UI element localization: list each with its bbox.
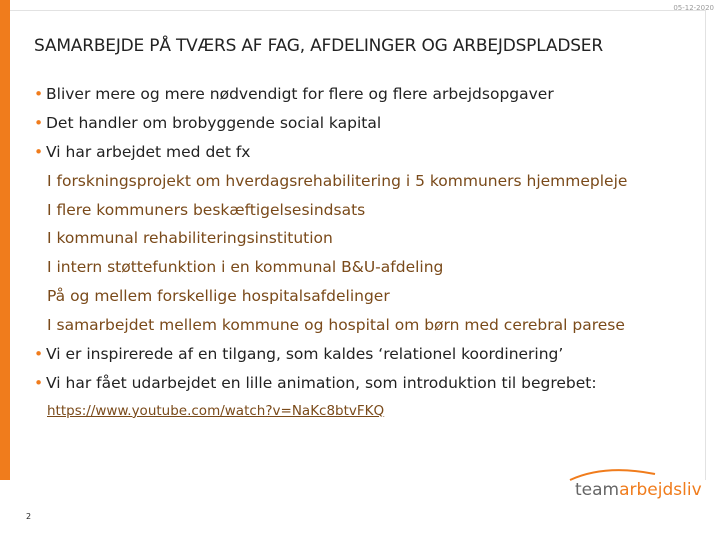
bullet-item: [34, 138, 714, 167]
bullet-item: [34, 340, 714, 369]
bullet-item: [34, 80, 714, 109]
logo-arc-icon: [560, 462, 660, 482]
bullet-text: Vi har fået udarbejdet en lille animation, som introduktion til begrebet:: [46, 373, 597, 392]
bullet-dot-icon: •: [34, 345, 44, 364]
sub-item: I flere kommuners beskæftigelsesindsats: [47, 200, 366, 219]
bullet-item: [34, 369, 714, 398]
bullet-dot-icon: •: [34, 85, 44, 103]
sub-item: I kommunal rehabiliteringsinstitution: [47, 229, 333, 248]
bullet-list: [34, 80, 714, 424]
company-logo: [575, 480, 702, 500]
bullet-dot-icon: •: [34, 373, 44, 392]
sub-item: I samarbejdet mellem kommune og hospital om børn med cerebral parese: [47, 316, 625, 335]
bullet-text: Bliver mere og mere nødvendigt for flere og flere arbejdsopgaver: [46, 85, 554, 103]
bullet-text: Vi har arbejdet med det fx: [46, 142, 251, 161]
slide-title: SAMARBEJDE PÅ TVÆRS AF FAG, AFDELINGER OG ARBEJDSPLADSER: [34, 36, 603, 56]
logo-team-text: team: [575, 480, 620, 500]
sub-item: I intern støttefunktion i en kommunal B&U-afdeling: [47, 258, 444, 277]
bullet-dot-icon: •: [34, 113, 44, 132]
slide-date: 05-12-2020: [673, 4, 714, 12]
accent-bar: [0, 0, 10, 480]
youtube-link[interactable]: https://www.youtube.com/watch?v=NaKc8btvFKQ: [47, 402, 385, 419]
bullet-item: [34, 109, 714, 138]
page-number: 2: [26, 512, 32, 521]
sub-item: På og mellem forskellige hospitalsafdelinger: [47, 287, 390, 306]
bullet-text: Vi er inspirerede af en tilgang, som kaldes ‘relationel koordinering’: [46, 345, 564, 364]
sub-item: I forskningsprojekt om hverdagsrehabilitering i 5 kommuners hjemmepleje: [47, 171, 628, 190]
bullet-dot-icon: •: [34, 142, 44, 161]
logo-brand-text: arbejdsliv: [619, 480, 702, 500]
bullet-text: Det handler om brobyggende social kapital: [46, 113, 382, 132]
